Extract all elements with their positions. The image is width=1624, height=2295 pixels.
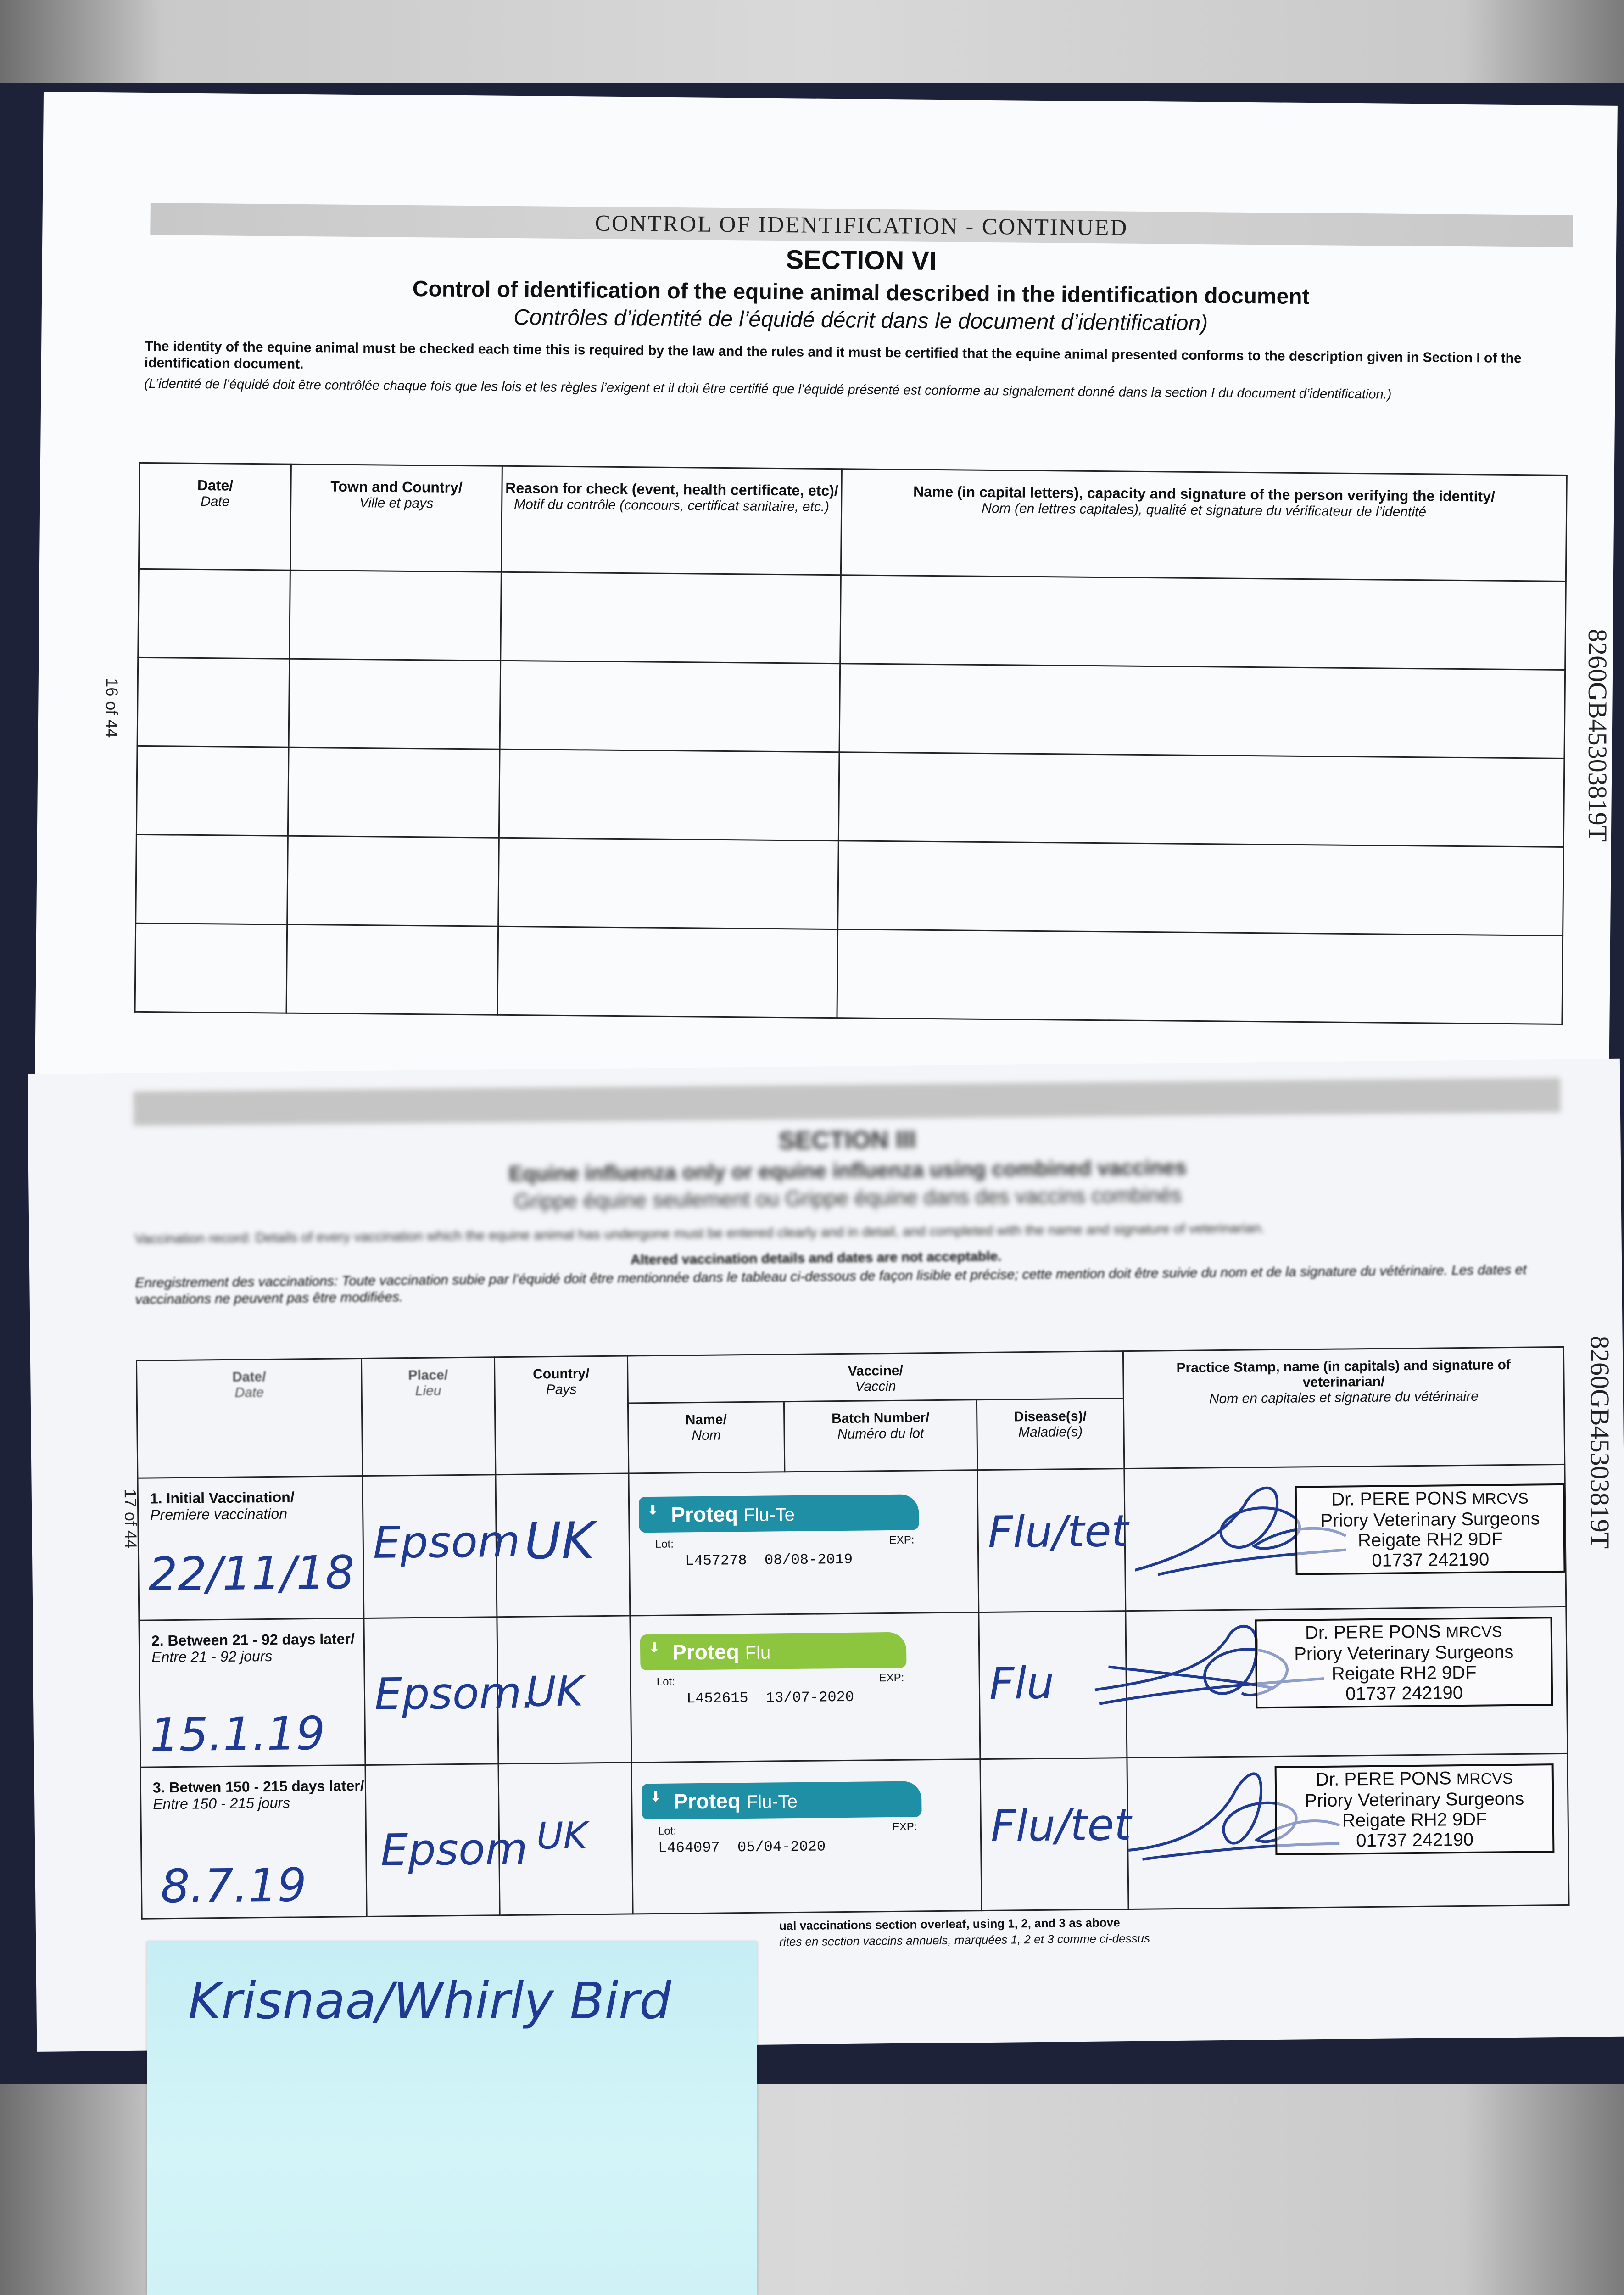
arrow-icon: ⬇ (647, 1502, 659, 1518)
table-cell[interactable] (837, 929, 1563, 1024)
arrow-icon: ⬇ (650, 1789, 662, 1805)
practice-address: Reigate RH2 9DF (1331, 1662, 1477, 1684)
handwritten-place: Epsom (373, 1516, 520, 1568)
table-row (137, 657, 1565, 758)
table-row (136, 746, 1564, 847)
table-header-row (137, 1347, 1564, 1408)
exp-label: EXP: (892, 1820, 917, 1833)
sticker-bar (642, 1781, 922, 1819)
handwritten-disease: Flu (989, 1658, 1055, 1709)
page-title-fr: Grippe équine seulement ou Grippe équine dans des vaccins combinés (513, 1182, 1182, 1213)
col-verifier: Name (in capital letters), capacity and signature of the person verifying the identity/ Nom (en lettres capitales), qualité et signature du vérificateur de l’identité (841, 469, 1567, 582)
stamp-cell[interactable] (1127, 1753, 1569, 1909)
intro-text-en-2: Altered vaccination details and dates are not acceptable. (630, 1248, 1002, 1268)
vet-name: Dr. PERE PONS (1331, 1488, 1468, 1510)
arrow-icon: ⬇ (648, 1640, 660, 1656)
table-cell[interactable] (840, 575, 1566, 670)
table-cell[interactable] (135, 923, 287, 1013)
practice-name: Priory Veterinary Surgeons (1305, 1788, 1524, 1811)
vet-qualification: MRCVS (1472, 1489, 1529, 1508)
practice-address: Reigate RH2 9DF (1357, 1529, 1503, 1551)
footnote-en: ual vaccinations section overleaf, using 1, 2, and 3 as above (779, 1915, 1120, 1933)
handwritten-place: Epsom. (374, 1668, 536, 1720)
practice-name: Priory Veterinary Surgeons (1320, 1508, 1540, 1531)
table-cell[interactable] (136, 746, 289, 836)
vet-name: Dr. PERE PONS (1315, 1768, 1451, 1790)
page-title-en: Equine influenza only or equine influenza using combined vaccines (508, 1155, 1187, 1186)
identification-page (35, 92, 1618, 1088)
intro-text-en: The identity of the equine animal must be checked each time this is required by the law and the rules and it must be certified that the equine animal presented conforms to the description given in Section I of the identification document. (144, 338, 1522, 372)
table-cell[interactable] (138, 569, 290, 659)
table-row (140, 1753, 1569, 1919)
practice-address: Reigate RH2 9DF (1342, 1809, 1487, 1831)
practice-phone: 01737 242190 (1372, 1549, 1490, 1571)
table-cell[interactable] (289, 659, 501, 749)
expiry-date: 08/08-2019 (764, 1551, 853, 1569)
col-vaccine-name: Name/ Nom (628, 1402, 784, 1473)
handwritten-disease: Flu/tet (990, 1799, 1132, 1852)
section-title: SECTION VI (786, 245, 937, 276)
row-label: 2. Between 21 - 92 days later/ Entre 21 - 92 jours (151, 1630, 355, 1666)
table-header-row (139, 463, 1567, 581)
table-cell[interactable] (839, 664, 1565, 759)
intro-text-en: Vaccination record: Details of every vaccination which the equine animal has undergone must be entered clearly and in detail, and completed with the name and signature of veterinarian. (134, 1220, 1265, 1247)
table-cell[interactable] (838, 841, 1564, 936)
vet-qualification: MRCVS (1445, 1623, 1502, 1641)
disease-cell[interactable] (980, 1758, 1132, 1911)
practice-phone: 01737 242190 (1356, 1829, 1474, 1851)
practice-stamp (1275, 1763, 1555, 1855)
handwritten-date: 22/11/18 (148, 1545, 355, 1601)
handwritten-country: UK (524, 1511, 595, 1571)
country-cell[interactable] (498, 1763, 633, 1915)
sticky-note[interactable] (147, 1942, 757, 2295)
col-place: Place/ Lieu (361, 1357, 495, 1476)
table-row (139, 1606, 1568, 1767)
table-cell[interactable] (838, 752, 1564, 847)
handwritten-country: UK (536, 1814, 588, 1858)
page-title-en: Control of identification of the equine animal described in the identification document (412, 277, 1310, 309)
lot-label: Lot: (656, 1675, 675, 1688)
country-cell[interactable] (497, 1616, 631, 1764)
passport-number-top: 8260GB45303819T (1583, 629, 1613, 842)
col-reason: Reason for check (event, health certificate, etc)/ Motif du contrôle (concours, certificat sanitaire, etc.) (501, 466, 842, 575)
stamp-cell[interactable] (1126, 1606, 1568, 1758)
intro-text-fr: (L’identité de l’équidé doit être contrôlée chaque fois que les lois et les règles l’exigent et il doit être certifié que l’équidé présenté est conforme au signalement donné dans la section I du document d’identification.) (144, 376, 1392, 402)
country-cell[interactable] (496, 1473, 630, 1617)
vaccine-sticker (642, 1781, 922, 1875)
exp-label: EXP: (879, 1671, 904, 1685)
lot-exp-values (658, 1838, 826, 1857)
lot-label: Lot: (655, 1538, 674, 1551)
expiry-date: 13/07-2020 (765, 1688, 854, 1707)
col-date: Date/ Date (139, 463, 291, 570)
table-cell[interactable] (499, 749, 839, 840)
table-cell[interactable] (498, 838, 839, 929)
lot-number: L464097 (658, 1839, 720, 1857)
vaccine-label-cell[interactable] (630, 1612, 980, 1763)
sticky-note-text: Krisnaa/Whirly Bird (188, 1971, 671, 2030)
vaccine-label-cell[interactable] (631, 1759, 982, 1914)
place-cell[interactable] (364, 1617, 536, 1765)
vaccine-brand: Proteq (671, 1502, 738, 1527)
vaccination-table (136, 1346, 1570, 1920)
page-number: 16 of 44 (102, 678, 122, 738)
practice-phone: 01737 242190 (1345, 1683, 1463, 1704)
practice-name: Priory Veterinary Surgeons (1294, 1641, 1514, 1664)
place-cell[interactable] (363, 1475, 520, 1618)
col-batch-number: Batch Number/ Numéro du lot (784, 1400, 977, 1472)
vaccine-label-cell[interactable] (629, 1470, 979, 1616)
header-band-text: CONTROL OF IDENTIFICATION - CONTINUED (595, 210, 1128, 241)
practice-stamp (1295, 1483, 1566, 1575)
col-practice-stamp: Practice Stamp, name (in capitals) and signature of veterinarian/ Nom en capitales et signature du vétérinaire (1123, 1347, 1564, 1468)
handwritten-place: Epsom (380, 1824, 528, 1876)
vaccine-sticker (640, 1632, 921, 1726)
lot-number: L452615 (686, 1689, 748, 1707)
table-cell[interactable] (287, 836, 499, 926)
exp-label: EXP: (889, 1534, 915, 1547)
table-row (138, 569, 1566, 670)
col-country: Country/ Pays (494, 1356, 628, 1475)
table-cell[interactable] (288, 747, 500, 838)
identification-check-table (134, 462, 1568, 1025)
date-cell[interactable] (138, 1476, 364, 1621)
passport-number-bottom: 8260GB45303819T (1585, 1336, 1615, 1549)
disease-cell[interactable] (977, 1469, 1129, 1612)
handwritten-date: 15.1.19 (150, 1706, 326, 1762)
vet-name: Dr. PERE PONS (1305, 1621, 1441, 1643)
blurred-header-band (133, 1078, 1561, 1126)
vet-qualification: MRCVS (1456, 1770, 1513, 1788)
sticker-bar (640, 1632, 907, 1671)
handwritten-country: UK (525, 1667, 584, 1716)
date-cell[interactable] (140, 1765, 367, 1919)
table-cell[interactable] (501, 572, 841, 663)
row-label: 3. Betwen 150 - 215 days later/ Entre 150 - 215 jours (152, 1777, 364, 1813)
table-cell[interactable] (286, 924, 498, 1015)
footnote-fr: rites en section vaccins annuels, marquées 1, 2 et 3 comme ci-dessus (779, 1931, 1150, 1949)
expiry-date: 05/04-2020 (737, 1838, 826, 1856)
intro-text-fr: Enregistrement des vaccinations: Toute vaccination subie par l’équidé doit être mentionnée dans le tableau ci-dessous de façon lisible et précise; cette mention doit être suivie du nom et de la signature du vétérinaire. Les dates et vaccinations ne peuvent pas être modifiées. (135, 1262, 1527, 1307)
vaccine-product: Flu-Te (746, 1791, 798, 1813)
page-number: 17 of 44 (121, 1489, 140, 1549)
table-row (138, 1464, 1566, 1620)
vaccine-brand: Proteq (674, 1789, 741, 1814)
lot-exp-values (686, 1689, 854, 1707)
table-cell[interactable] (137, 657, 290, 747)
lot-number: L457278 (685, 1552, 747, 1570)
practice-stamp (1255, 1617, 1553, 1708)
section-title: SECTION III (778, 1125, 916, 1155)
handwritten-date: 8.7.19 (160, 1858, 307, 1914)
handwritten-disease: Flu/tet (988, 1506, 1129, 1558)
vaccine-product: Flu (745, 1642, 771, 1663)
table-row (135, 923, 1563, 1024)
place-cell[interactable] (365, 1764, 528, 1917)
vaccination-page (28, 1059, 1624, 2052)
table-row (136, 834, 1564, 935)
lot-exp-values (685, 1551, 853, 1570)
table-cell[interactable] (136, 834, 288, 924)
vaccine-brand: Proteq (672, 1640, 740, 1664)
col-town-country: Town and Country/ Ville et pays (290, 464, 502, 572)
table-cell[interactable] (500, 661, 840, 752)
lot-label: Lot: (658, 1825, 677, 1837)
stamp-cell[interactable] (1124, 1464, 1566, 1611)
sticker-bar (639, 1494, 919, 1533)
table-cell[interactable] (497, 926, 838, 1018)
col-disease: Disease(s)/ Maladie(s) (977, 1399, 1124, 1470)
vaccine-product: Flu-Te (743, 1504, 795, 1526)
col-date: Date/ Date (137, 1359, 363, 1478)
vaccine-sticker (639, 1494, 920, 1589)
table-cell[interactable] (290, 570, 502, 661)
page-title-fr: Contrôles d’identité de l’équidé décrit dans le document d’identification) (513, 305, 1208, 336)
date-cell[interactable] (139, 1618, 365, 1768)
col-vaccine: Vaccine/ Vaccin (627, 1351, 1123, 1403)
row-label: 1. Initial Vaccination/ Premiere vaccination (150, 1489, 295, 1523)
